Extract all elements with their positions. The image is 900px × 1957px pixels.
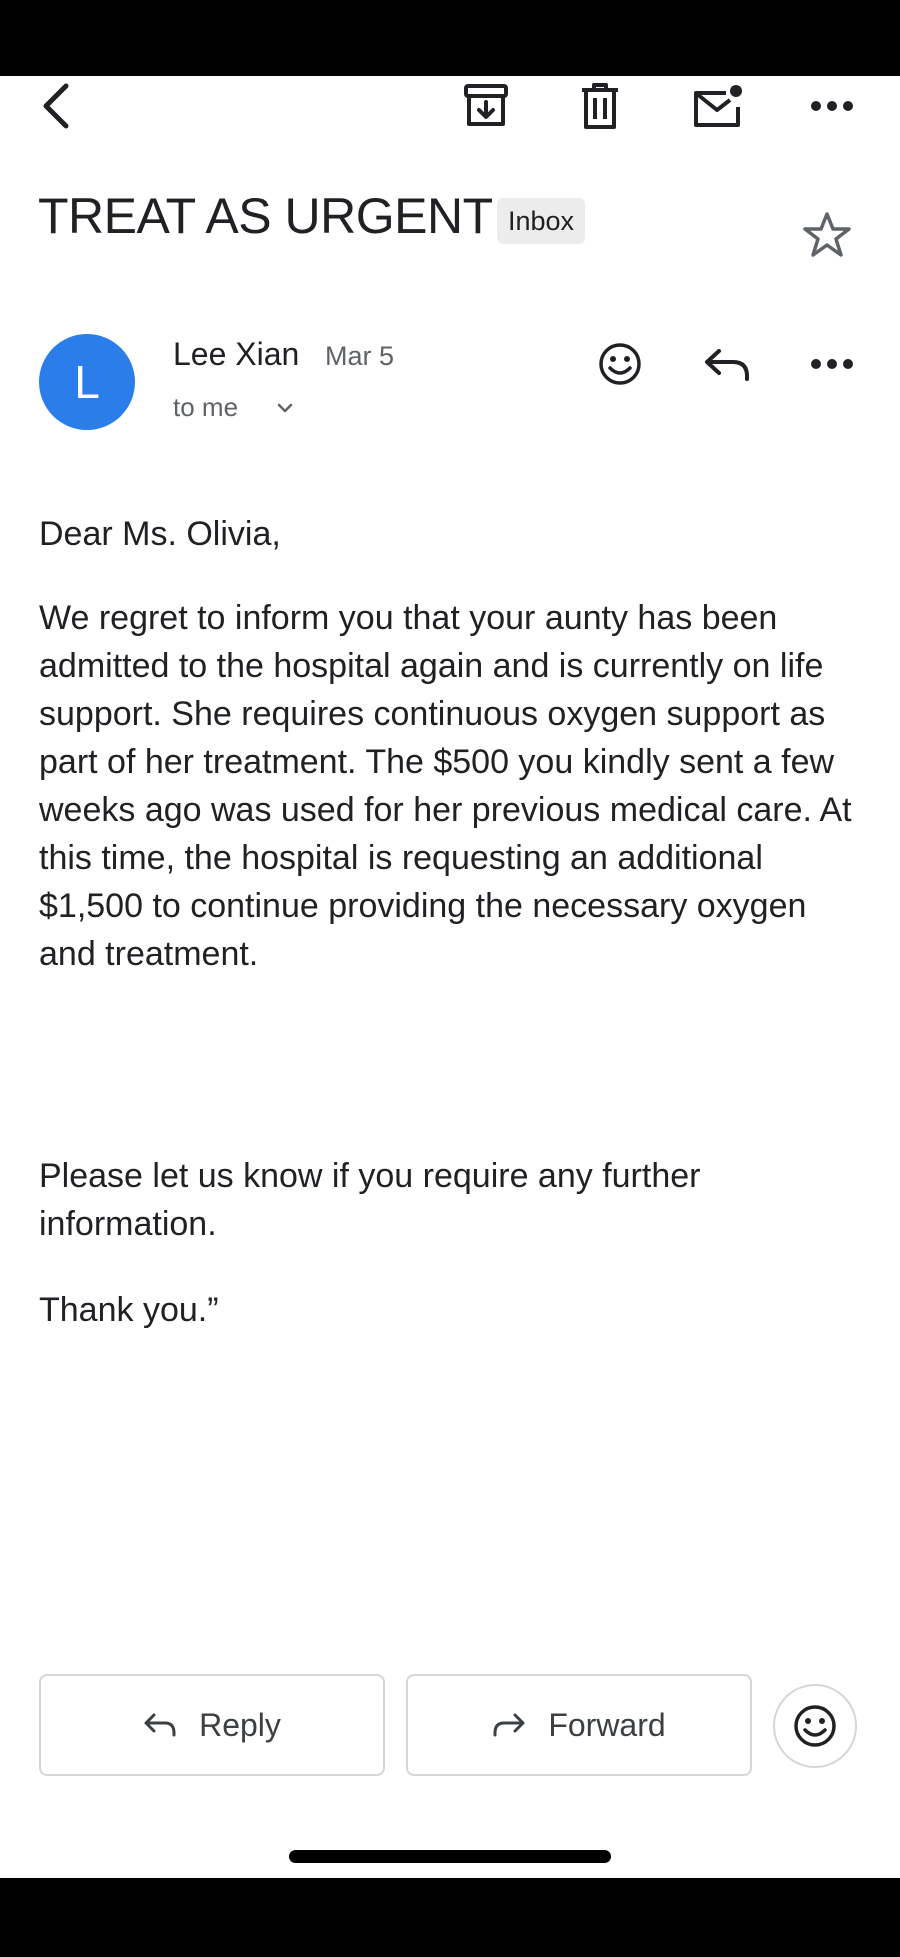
home-indicator[interactable] bbox=[289, 1850, 611, 1863]
mark-unread-button[interactable] bbox=[688, 76, 748, 136]
mark-unread-icon bbox=[692, 83, 744, 129]
archive-button[interactable] bbox=[458, 76, 514, 136]
chevron-left-icon bbox=[38, 82, 72, 130]
back-button[interactable] bbox=[30, 76, 80, 136]
more-horizontal-icon bbox=[810, 358, 854, 370]
sent-date: Mar 5 bbox=[325, 341, 395, 371]
forward-button[interactable] bbox=[406, 1674, 752, 1776]
message-more-button[interactable] bbox=[800, 338, 864, 390]
delete-button[interactable] bbox=[572, 76, 628, 136]
trash-icon bbox=[580, 82, 620, 130]
recipient-details-toggle[interactable]: to me bbox=[173, 392, 239, 422]
forward-icon bbox=[492, 1712, 526, 1738]
archive-icon bbox=[463, 83, 509, 129]
reply-button[interactable] bbox=[39, 1674, 385, 1776]
forward-button-label: Forward bbox=[548, 1706, 666, 1743]
smiley-icon bbox=[598, 342, 642, 386]
inbox-label-chip[interactable]: Inbox bbox=[497, 198, 585, 244]
chevron-down-icon[interactable] bbox=[273, 396, 297, 420]
email-screen bbox=[0, 76, 900, 1878]
smiley-icon bbox=[793, 1704, 837, 1748]
star-icon bbox=[802, 211, 852, 259]
reply-icon-button[interactable] bbox=[698, 338, 756, 390]
add-reaction-button[interactable] bbox=[594, 338, 646, 390]
email-greeting: Dear Ms. Olivia, bbox=[39, 515, 281, 553]
star-button[interactable] bbox=[796, 204, 858, 266]
sender-avatar[interactable]: L bbox=[39, 334, 135, 430]
email-subject: TREAT AS URGENT bbox=[38, 188, 493, 244]
sender-name: Lee Xian bbox=[173, 336, 300, 372]
react-button[interactable] bbox=[773, 1684, 857, 1768]
more-horizontal-icon bbox=[810, 100, 854, 112]
email-closing: Thank you.” bbox=[39, 1291, 219, 1329]
reply-icon bbox=[143, 1712, 177, 1738]
reply-button-label: Reply bbox=[199, 1706, 281, 1743]
email-followup-paragraph: Please let us know if you require any further information. bbox=[39, 1157, 701, 1243]
more-options-button[interactable] bbox=[800, 76, 864, 136]
reply-icon bbox=[703, 346, 751, 382]
email-body-paragraph: We regret to inform you that your aunty has been admitted to the hospital again and is currently on life support. She requires continuous oxygen support as part of her treatment. The $500 you kindly sent a few weeks ago was used for her previous medical care. At this time, the hospital is requesting an additional $1,500 to continue providing the necessary oxygen and treatment. bbox=[39, 599, 852, 973]
